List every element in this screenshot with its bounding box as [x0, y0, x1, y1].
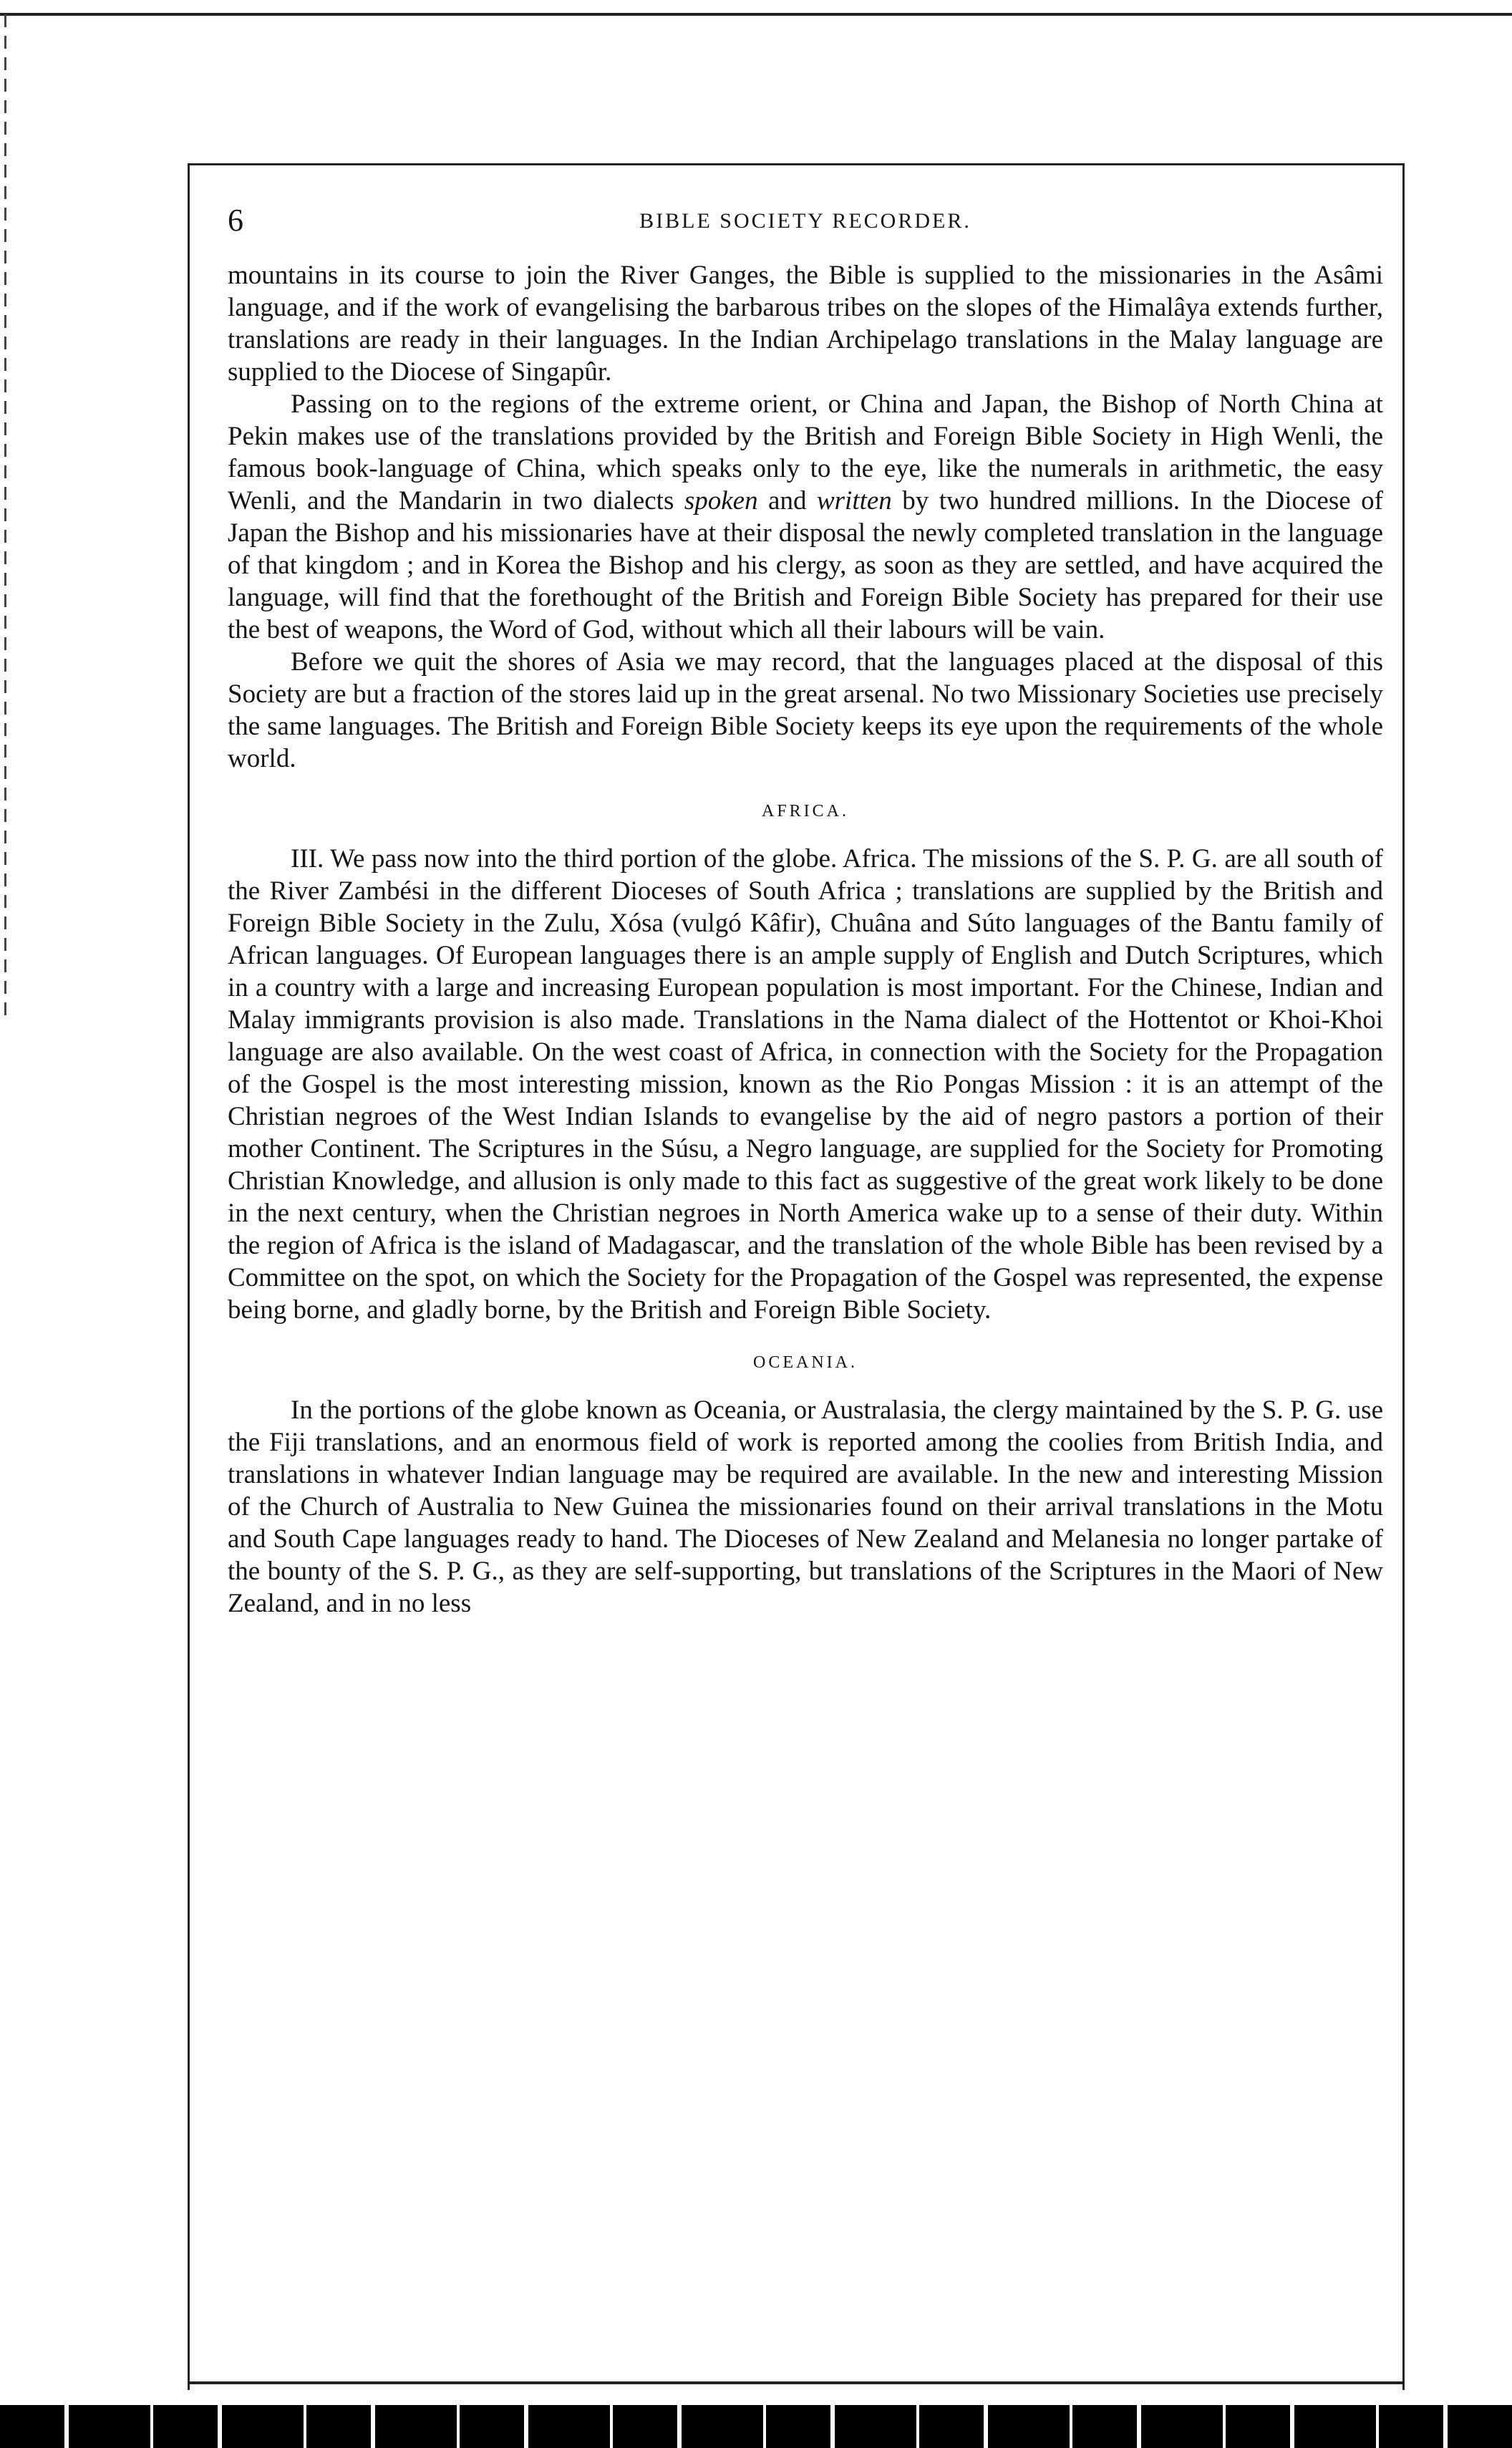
running-head: BIBLE SOCIETY RECORDER. — [639, 209, 971, 233]
paragraph-2-part-b: by two hundred millions. In the Diocese of Japan the Bishop and his missionaries have at their disposal the newly completed translation in the language of that kingdom ; and in Korea the Bishop and his clergy, as soon as they are settled, and have acquired the language, will find that the forethought of the British and Foreign Bible Society has prepared for their use the best of weapons, the Word of God, without which all their labours will be vain. — [228, 486, 1383, 644]
paragraph-4: III. We pass now into the third portion of the globe. Africa. The missions of the S. P. G. are all south of the River Zambési in the different Dioceses of South Africa ; translations are supplied by the British and Foreign Bible Society in the Zulu, Xósa (vulgó Kâfir), Chuâna and Súto languages of the Bantu family of African languages. Of European languages there is an ample supply of English and Dutch Scriptures, which in a country with a large and increasing European population is most important. For the Chinese, Indian and Malay immigrants provision is also made. Translations in the Nama dialect of the Hottentot or Khoi-Khoi language are also available. On the west coast of Africa, in connection with the Society for the Propagation of the Gospel is the most interesting mission, known as the Rio Pongas Mission : it is an attempt of the Christian negroes of the West Indian Islands to evangelise by the aid of negro pastors a portion of their mother Continent. The Scriptures in the Súsu, a Negro language, are supplied for the Society for Promoting Christian Knowledge, and allusion is only made to this fact as suggestive of the great work likely to be done in the next century, when the Christian negroes in North America wake up to a sense of their duty. Within the region of Africa is the island of Madagascar, and the translation of the whole Bible has been revised by a Committee on the spot, on which the Society for the Propagation of the Gospel was represented, the expense being borne, and gladly borne, by the British and Foreign Bible Society. — [228, 844, 1383, 1325]
italic-written: written — [816, 486, 892, 516]
bottom-scan-band — [0, 2405, 1512, 2448]
top-rule — [0, 13, 1512, 16]
frame-top-rule — [188, 163, 1405, 165]
paragraph-2-and: and — [757, 486, 817, 516]
paragraph-5: In the portions of the globe known as Oceania, or Australasia, the clergy maintained by the S. P. G. use the Fiji translations, and an enormous field of work is reported among the coolies from British India, and translations in whatever Indian language may be required are available. In the new and interesting Mission of the Church of Australia to New Guinea the missionaries found on their arrival translations in the Motu and South Cape languages ready to hand. The Dioceses of New Zealand and Melanesia no longer partake of the bounty of the S. P. G., as they are self-supporting, but translations of the Scriptures in the Maori of New Zealand, and in no less — [228, 1395, 1383, 1618]
page-header — [228, 202, 1383, 245]
frame-right-rule — [1402, 163, 1405, 2390]
frame-bottom-rule — [188, 2381, 1405, 2384]
page-number: 6 — [228, 203, 243, 238]
paragraph-3: Before we quit the shores of Asia we may record, that the languages placed at the disposal of this Society are but a fraction of the stores laid up in the great arsenal. No two Missionary Societies use precisely the same languages. The British and Foreign Bible Society keeps its eye upon the requirements of the whole world. — [228, 647, 1383, 773]
oceania-heading: OCEANIA. — [753, 1353, 858, 1372]
paragraph-2-part-a: Passing on to the regions of the extreme orient, or China and Japan, the Bishop of North China at Pekin makes use of the translations provided by the British and Foreign Bible Society in High Wenli, the famous book-language of China, which speaks only to the eye, like the numerals in arithmetic, the easy Wenli, and the Mandarin in two dialects — [228, 390, 1383, 516]
document-page — [228, 202, 1383, 1620]
left-edge-mark — [4, 14, 6, 1017]
paragraph-2 — [228, 388, 1383, 646]
africa-heading: AFRICA. — [761, 802, 850, 821]
italic-spoken: spoken — [684, 486, 758, 516]
frame-left-rule — [188, 163, 190, 2390]
paragraph-1: mountains in its course to join the River Ganges, the Bible is supplied to the missionaries in the Asâmi language, and if the work of evangelising the barbarous tribes on the slopes of the Himalâya extends further, translations are ready in their languages. In the Indian Archipelago translations in the Malay language are supplied to the Diocese of Singapûr. — [228, 261, 1383, 387]
